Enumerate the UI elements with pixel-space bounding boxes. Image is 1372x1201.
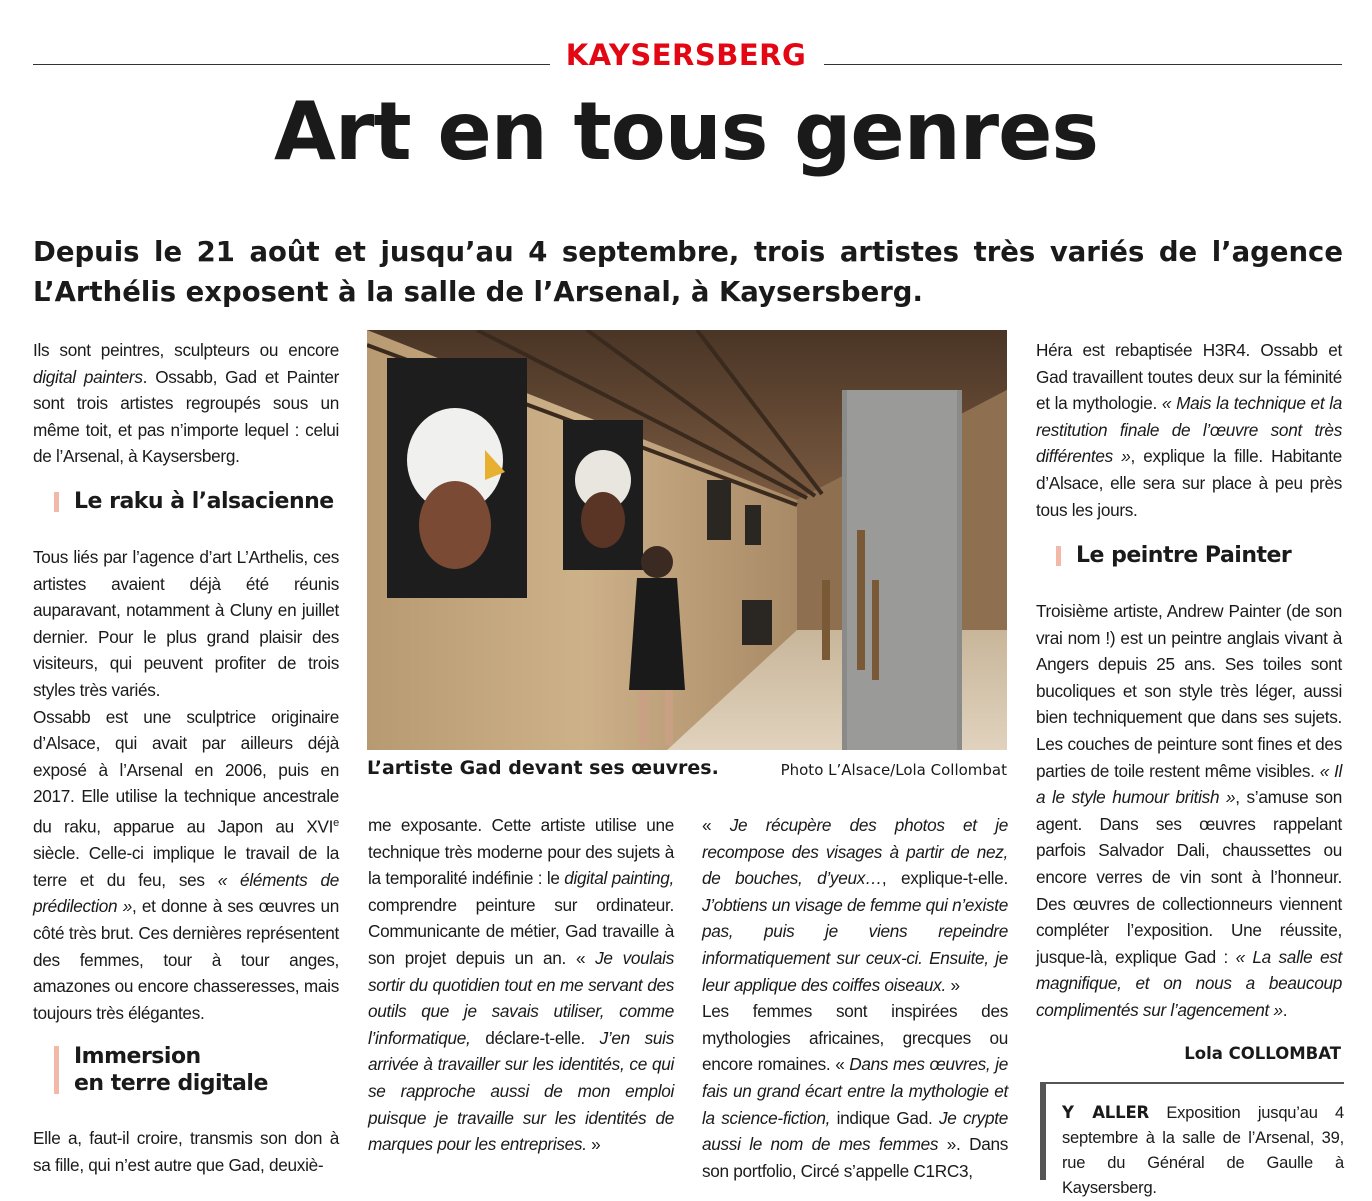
gallery-photo <box>367 330 1007 750</box>
column-1-tail <box>33 1125 339 1178</box>
paragraph: « Je récupère des photos et je recompose des visages à partir de nez, de bouches, d’yeux…, explique-t-elle. J’obtiens un visage de femme qui n’existe pas, puis je viens repeindre informatiquement sur ceux-ci. Ensuite, je leur applique des coiffes oiseaux. » <box>702 815 1008 995</box>
column-2-body <box>368 812 674 1158</box>
info-box <box>1040 1082 1344 1197</box>
photo-caption <box>367 757 1007 783</box>
section-kicker: KAYSERSBERG <box>565 38 807 72</box>
gallery-photo-image <box>367 330 1007 750</box>
paragraph: Elle a, faut-il croire, transmis son don à sa fille, qui n’est autre que Gad, deuxiè- <box>33 1128 339 1175</box>
paragraph: Tous liés par l’agence d’art L’Arthelis, ces artistes avaient déjà été réunis auparavant, notamment à Cluny en juillet dernier. Pour le plus grand plaisir des visiteurs, qui peuvent profiter de trois styles très variés. <box>33 547 339 700</box>
subhead-painter: Le peintre Painter <box>1056 543 1362 569</box>
column-4-body <box>1036 598 1342 1024</box>
headline: Art en tous genres <box>274 85 1098 178</box>
header-rule-left <box>33 64 550 65</box>
byline: Lola COLLOMBAT <box>1184 1044 1341 1063</box>
paragraph: Troisième artiste, Andrew Painter (de son vrai nom !) est un peintre anglais vivant à Angers depuis 25 ans. Ses toiles sont bucoliques et son style très léger, aussi bien techniquement que dans ses sujets. Les couches de peinture sont fines et des parties de toile restent même visibles. « Il a le style humour british », s’amuse son agent. Dans ses œuvres rappelant parfois Salvador Dali, chaussettes ou encore verres de vin sont à l’honneur. Des œuvres de collectionneurs viennent compléter l’exposition. Une réussite, jusque-là, explique Gad : « La salle est magnifique, et on nous a beaucoup complimentés sur l’agencement ». <box>1036 601 1342 1020</box>
paragraph: Ossabb est une sculptrice originaire d’Alsace, qui avait par ailleurs déjà exposé à l’Arsenal en 2006, puis en 2017. Elle utilise la technique ancestrale du raku, apparue au Japon au XVIe siècle. Celle-ci implique le travail de la terre et du feu, ses « éléments de prédilection », et donne à ses œuvres un côté très brut. Ces dernières représentent des femmes, tour à tour anges, amazones ou encore chasseresses, mais toujours très élégantes. <box>33 706 339 1023</box>
lede: Depuis le 21 août et jusqu’au 4 septembre, trois artistes très variés de l’agence L’Arthélis exposent à la salle de l’Arsenal, à Kaysersberg. <box>33 236 1343 308</box>
header-rule-right <box>824 64 1342 65</box>
caption-text: L’artiste Gad devant ses œuvres. <box>367 757 719 779</box>
paragraph: Héra est rebaptisée H3R4. Ossabb et Gad travaillent toutes deux sur la féminité et la mythologie. « Mais la technique et la restitution finale de l’œuvre sont très différentes », explique la fille. Habitante d’Alsace, elle sera sur place à peu près tous les jours. <box>1036 340 1342 520</box>
column-4-top <box>1036 337 1342 523</box>
info-label: Y ALLER <box>1062 1103 1150 1122</box>
column-1-body <box>33 544 339 1026</box>
column-3-body <box>702 812 1008 1184</box>
column-1-intro <box>33 337 339 470</box>
paragraph: Les femmes sont inspirées des mythologies africaines, grecques ou encore romaines. « Dans mes œuvres, je fais un grand écart entre la mythologie et la science-fiction, indique Gad. Je crypte aussi le nom de mes femmes ». Dans son portfolio, Circé s’appelle C1RC3, <box>702 1001 1009 1181</box>
info-text: Exposition jusqu’au 4 septembre à la salle de l’Arsenal, 39, rue du Général de Gaulle à Kaysersberg. <box>1062 1104 1344 1197</box>
paragraph: me exposante. Cette artiste utilise une technique très moderne pour des sujets à la temporalité indéfinie : le digital painting, comprendre peinture sur ordinateur. Communicante de métier, Gad travaille à son projet depuis un an. « Je voulais sortir du quotidien tout en me servant des outils que je savais utiliser, comme l’informatique, déclare-t-elle. J’en suis arrivée à travailler sur les identités, ce qui se rapproche aussi de mon emploi puisque je travaille sur les identités de marques pour les entreprises. » <box>368 815 674 1155</box>
photo-credit: Photo L’Alsace/Lola Collombat <box>780 761 1007 779</box>
subhead-immersion: Immersion en terre digitale <box>54 1043 364 1097</box>
intro-paragraph: Ils sont peintres, sculpteurs ou encore digital painters. Ossabb, Gad et Painter sont trois artistes regroupés sous un même toit, et pas n’importe lequel : celui de l’Arsenal, à Kaysersberg. <box>33 340 340 467</box>
subhead-raku: Le raku à l’alsacienne <box>54 489 364 515</box>
